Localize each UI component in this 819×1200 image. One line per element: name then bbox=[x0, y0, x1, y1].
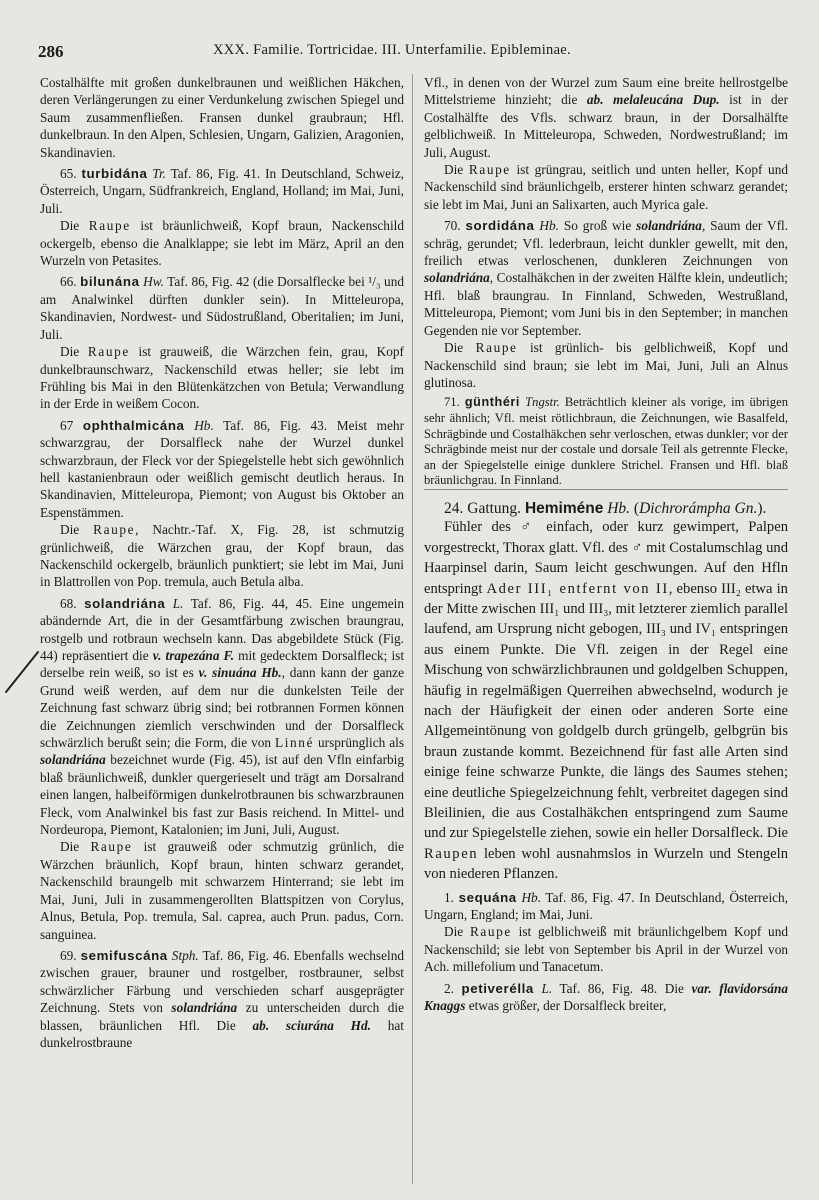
genus-synonym: Dichrorámpha Gn. bbox=[639, 499, 758, 517]
species-text: Beträchtlich kleiner als vorige, im übrigen sehr ähnlich; Vfl. meist rötlichbraun, die Zeichnungen, wie Basalfeld, Schrägbinde und Costalhäkchen sehr verloschen, etwas dunkler; vor der Schrägbinde meist nur der costale und dorsale Teil als getrennte Flecke, an der Spiegelstelle einige dunklere Strichel. Fransen und Hfl. blaß bräunlichgrau. In Finnland. bbox=[424, 395, 788, 488]
genus-name: Hemiméne bbox=[524, 499, 604, 517]
species-name: solandriána bbox=[84, 595, 166, 611]
continuation-paragraph: Costalhälfte mit großen dunkelbraunen und weißlichen Häkchen, deren Verlängerungen zu einer Verdunkelung zwischen Spiegel und Saum zusammenfließen. Fransen dunkel graubraun; Hfl. dunkelbraun. In den Alpen, Schlesien, Ungarn, Galizien, Aragonien, Skandinavien. bbox=[40, 75, 404, 160]
species-author: L. bbox=[172, 595, 184, 611]
larva-69: Die Raupe ist grüngrau, seitlich und unten heller, Kopf und Nackenschild sind bräunlichgelb, ersterer hinten schwarz gerandet; sie lebt im Mai, Juni an Salixarten, auch Myrica gale. bbox=[424, 162, 788, 212]
species-number: 66. bbox=[60, 274, 77, 290]
species-text: Taf. 86, Fig. 41. In Deutschland, Schweiz, Österreich, Ungarn, Südfrankreich, England, Holland; im Mai, Juni, Juli. bbox=[40, 166, 404, 216]
right-column bbox=[424, 74, 788, 1014]
genus-author: Hb. bbox=[607, 499, 631, 517]
genus-label: 24. Gattung. bbox=[444, 499, 522, 517]
species-text: Taf. 86, Fig. 42 (die Dorsalflecke bei ¹/₃ und am Analwinkel dürften dunkler sein). In Mitteleuropa, Skandinavien, Nordwest- und Südostrußland, Oberitalien; im Juni, Juli. bbox=[40, 274, 404, 342]
species-1 bbox=[424, 889, 788, 924]
species-71 bbox=[424, 395, 788, 489]
species-name: petiverélla bbox=[461, 980, 534, 996]
species-number: 68. bbox=[60, 595, 77, 611]
species-number: 65. bbox=[60, 166, 77, 182]
species-69: 69. semifuscána Stph. Taf. 86, Fig. 46. Ebenfalls wechselnd zwischen grauer, brauner und rostgelber, rostbrauner, selbst schwärzlicher Färbung und verschieden scharf ausgeprägter Zeichnung. Stets von solandriána zu unterscheiden durch die blassen, bräunlichen Hfl. Die ab. sciurána Hd. hat dunkelrostbraune bbox=[40, 947, 404, 1050]
species-name: sequána bbox=[458, 889, 517, 905]
author-linne: Linné bbox=[275, 735, 315, 751]
species-number: 67 bbox=[60, 417, 74, 433]
page-number: 286 bbox=[38, 42, 64, 61]
species-author: Stph. bbox=[171, 947, 199, 963]
species-number: 2. bbox=[444, 980, 454, 996]
species-name: turbidána bbox=[81, 166, 148, 182]
species-2: 2. petiverélla L. Taf. 86, Fig. 48. Die var. flavidorsána Knaggs etwas größer, der Dorsalfleck breiter, bbox=[424, 980, 788, 1014]
species-author: L. bbox=[541, 980, 553, 996]
page-header bbox=[38, 42, 798, 64]
genus-description: Fühler des ♂ einfach, oder kurz gewimpert, Palpen vorgestreckt, Thorax glatt. Vfl. des ♂ mit Costalumschlag und Haarpinsel darin, Saum leicht geschwungen. Auf den Hfln entspringt Ader III₁ entfernt von II, ebenso III₂ etwa in der Mitte zwischen III₁ und III₃, mit letzterer ziemlich parallel laufend, am Ursprung nicht gebogen, III₃ und IV₁ entspringen aus einem Punkte. Die Vfl. zeigen in der Regel eine Mischung von schwärzlichbraunen und goldgelben Schuppen, häufig in regelmäßigen Querreihen abwechselnd, wodurch je nach der Häufigkeit der einen oder anderen Sorte eine Allgemeintönung von goldgelb durch grüngelb, gelbgrün bis braun zustande kommt. Bezeichnend für fast alle Arten sind einige feine schwarze Punkte, die längs des Saumes stehen; eine deutliche Spiegelzeichnung fehlt, verbreitet dagegen sind Bleilinien, die aus Costalhäkchen entspringend zum Saume und zur Spiegelstelle ziehen, sowie ein heller Dorsalfleck. Die Raupen leben wohl ausnahmslos in Wurzeln und Stengeln von niederen Pflanzen. bbox=[424, 519, 788, 883]
larva-68: Die Raupe ist grauweiß oder schmutzig grünlich, die Wärzchen bräunlich, Kopf braun, hinten schwarz gerandet, Nackenschild braungelb mit schwarzem Hinterrand; sie lebt im Mai, Juni, Juli in zusammengerollten Blattspitzen von Corylus, Alnus, Betula, Pop. tremula, Sal. caprea, auch Prun. padus, Corn. sanguinea. bbox=[40, 839, 404, 942]
variety-name: v. sinuána Hb. bbox=[198, 665, 282, 681]
species-author: Hb. bbox=[194, 417, 214, 433]
species-66 bbox=[40, 273, 404, 343]
species-number: 71. bbox=[444, 395, 460, 410]
species-author: Hb. bbox=[539, 218, 559, 234]
species-67 bbox=[40, 417, 404, 521]
left-column bbox=[40, 74, 404, 1051]
species-number: 70. bbox=[444, 218, 461, 234]
running-head: XXX. Familie. Tortricidae. III. Unterfamilie. Epibleminae. bbox=[213, 42, 571, 58]
larva-70: Die Raupe ist grünlich- bis gelblichweiß, Kopf und Nackenschild sind braun; sie lebt im Mai, Juni, Juli an Alnus glutinosa. bbox=[424, 340, 788, 390]
species-author: Tr. bbox=[152, 166, 166, 182]
species-number: 1. bbox=[444, 889, 454, 905]
continuation-paragraph: Vfl., in denen von der Wurzel zum Saum eine breite hellrostgelbe Mittelstrieme hinzieht; die ab. melaleucána Dup. ist in der Costalhälfte des Vfls. schwarz braun, in der Dorsalhälfte gelblichweiß. In Mitteleuropa, Schweden, Nordwestrußland; im Juli, August. bbox=[424, 75, 788, 160]
species-author: Hw. bbox=[143, 274, 164, 290]
species-name: bilunána bbox=[80, 274, 140, 290]
species-70: 70. sordidána Hb. So groß wie solandriána, Saum der Vfl. schräg, gerundet; Vfl. lederbraun, leicht dunkler gewellt, mit den, freilich etwas verloschenen, dunkleren Zeichnungen von solandriána, Costalhäkchen in der zweiten Hälfte klein, undeutlich; Hfl. blaß braungrau. In Finnland, Schweden, Westrußland, Mitteleuropa, Piemont; vom Juni bis in den September; in manchen Gegenden nie vor September. bbox=[424, 218, 789, 338]
column-divider bbox=[412, 74, 413, 1184]
species-text: Taf. 86, Fig. 47. In Deutschland, Österreich, Ungarn, England; im Mai, Juni. bbox=[424, 889, 789, 922]
species-65 bbox=[40, 165, 404, 217]
pencil-margin-mark bbox=[2, 648, 42, 698]
larva-66: Die Raupe ist grauweiß, die Wärzchen fein, grau, Kopf dunkelbraunschwarz, Nackenschild etwas heller; sie lebt im Frühling bis Mai in den Blütenkätzchen von Betula; Verwandlung in der Erde in weißem Cocon. bbox=[40, 344, 404, 412]
larva-1: Die Raupe ist gelblichweiß mit bräunlichgelbem Kopf und Nackenschild; sie lebt von September bis April in der Wurzel von Ach. millefolium und Tanacetum. bbox=[424, 924, 788, 975]
genus-heading: 24. Gattung. Hemiméne Hb. (Dichrorámpha Gn.). bbox=[424, 489, 788, 517]
species-name: sordidána bbox=[465, 218, 535, 234]
species-name: ophthalmicána bbox=[82, 417, 185, 433]
species-name: semifuscána bbox=[80, 947, 168, 963]
species-author: Tngstr. bbox=[525, 395, 560, 410]
species-text: Taf. 86, Fig. 43. Meist mehr schwarzgrau, der Dorsalfleck nahe der Wurzel dunkel schwarzbraun, der Fleck vor der Spiegelstelle hebt sich gewöhnlich hell kastanienbraun oder weißlich gemischt deutlich heraus. In Skandinavien, Mitteleuropa, Piemont; von August bis Oktober an Espenstämmen. bbox=[40, 417, 405, 520]
species-author: Hb. bbox=[521, 889, 542, 905]
venation-term: Ader III₁ entfernt von II bbox=[486, 580, 669, 597]
species-68: 68. solandriána L. Taf. 86, Fig. 44, 45. Eine ungemein abändernde Art, die in der Gesamtfärbung zwischen braungrau, rostgelb und rotbraun wechseln kann. Das abgebildete Stück (Fig. 44) repräsentiert die v. trapezána F. mit gedecktem Dorsalfleck; ist derselbe rein weiß, so ist es v. sinuána Hb., dann kann der ganze Grund weiß werden, auf dem nur die dunkelsten Teile der Zeichnung fast schwarz übrig sind; bei rotbrannen Formen können die Zeichnungen ziemlich verschwinden und der Dorsalfleck schwärzlich berußt sein; die Form, die von Linné ursprünglich als solandriána bezeichnet wurde (Fig. 45), ist auf den Vfln einfarbig blaß bräunlichweiß, dunkler quergerieselt und trägt am Dorsalrand einen langen, halbeiförmigen dunkelrotbraunen bis schwarzbraunen Fleck, vom Analwinkel bis fast zur Basis reichend. In Mittel- und Nordeuropa, Piemont, Katalonien; im Juni, Juli, August. bbox=[40, 595, 405, 838]
species-name: günthéri bbox=[464, 395, 521, 410]
larva-65: Die Raupe ist bräunlichweiß, Kopf braun, Nackenschild ockergelb, ebenso die Analklappe; sie lebt im März, April an den Wurzeln von Petasites. bbox=[40, 218, 404, 269]
variety-name: v. trapezána F. bbox=[152, 648, 235, 663]
larva-67: Die Raupe, Nachtr.-Taf. X, Fig. 28, ist schmutzig grünlichweiß, die Wärzchen grau, der Kopf braun, das Nackenschild ockergelb, bräunlich punktiert; sie lebt im Mai, Juni in Blattrollen von Pop. tremula, auch Betula alba. bbox=[40, 522, 405, 590]
species-number: 69. bbox=[60, 947, 77, 963]
